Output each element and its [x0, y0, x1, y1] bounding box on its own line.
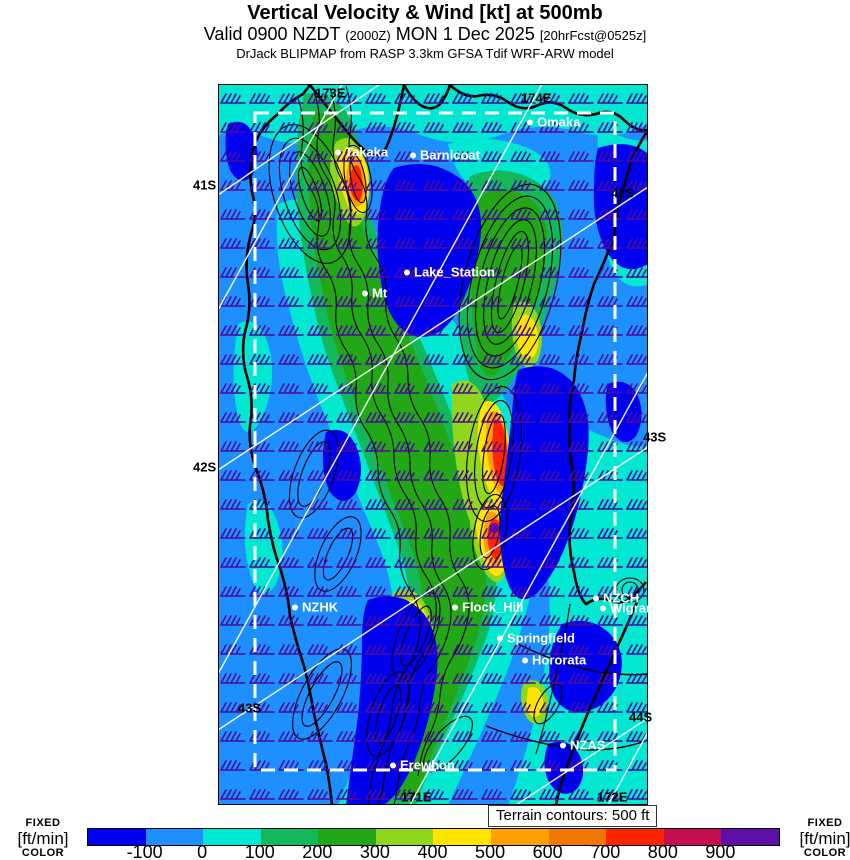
valid-time-line: Valid 0900 NZDT (2000Z) MON 1 Dec 2025 [20hrFcst@0525z] — [203, 24, 647, 44]
colorbar-tick: 200 — [302, 842, 333, 860]
place-name: Springfield — [507, 630, 575, 646]
unit-label: [ft/min] — [799, 829, 850, 848]
graticule-label: 43S — [643, 429, 667, 445]
place-name: Barnicoat — [420, 147, 480, 163]
colorbar-tick: 100 — [244, 842, 275, 860]
place-name: Erewhon — [400, 757, 455, 773]
colorbar-tick: 0 — [197, 842, 208, 860]
fixed-label: FIXED — [807, 817, 843, 829]
colorbar-tick: -100 — [126, 842, 163, 860]
colorbar-tick: 500 — [475, 842, 506, 860]
place-name: NZCH — [603, 590, 640, 606]
place-name: Takaka — [345, 144, 389, 160]
place-name: Flock_Hill — [462, 599, 524, 615]
color-label: COLOR — [803, 847, 847, 859]
page-title: Vertical Velocity & Wind [kt] at 500mb — [247, 2, 603, 24]
colorbar-unit-right — [790, 818, 850, 859]
place-name: Hororata — [532, 652, 587, 668]
graticule-label: 42S — [193, 459, 217, 475]
forecast-age: [20hrFcst@0525z] — [539, 28, 647, 43]
graticule-label: 43S — [238, 700, 262, 716]
colorbar-tick-labels — [87, 842, 778, 860]
color-label: COLOR — [21, 847, 65, 859]
graticule-label: 44S — [629, 709, 653, 725]
unit-label: [ft/min] — [17, 829, 69, 848]
place-name: NZAS — [570, 737, 606, 753]
place-name: NZHK — [302, 599, 339, 615]
colorbar-unit-left — [8, 818, 78, 859]
colorbar-tick: 400 — [417, 842, 448, 860]
place-name: Omaka — [537, 114, 581, 130]
graticule-label: 173E — [315, 85, 346, 101]
model-line: DrJack BLIPMAP from RASP 3.3km GFSA Tdif WRF-ARW model — [236, 46, 614, 61]
map-canvas — [218, 84, 648, 805]
colorbar-tick: 900 — [705, 842, 736, 860]
place-name: Wigram — [610, 600, 658, 616]
terrain-contour-note: Terrain contours: 500 ft — [488, 805, 657, 827]
graticule-label: 171E — [401, 789, 432, 805]
graticule-label: 174E — [521, 90, 552, 106]
vertical-velocity-map — [218, 84, 648, 805]
place-name: Mt — [372, 285, 388, 301]
header — [0, 2, 850, 61]
graticule-label: 41S — [193, 177, 217, 193]
colorbar-tick: 600 — [532, 842, 563, 860]
valid-utc: (2000Z) — [345, 28, 391, 43]
graticule-label: 42S — [611, 185, 635, 201]
colorbar-tick: 700 — [590, 842, 621, 860]
place-name: Lake_Station — [414, 264, 495, 280]
graticule-label: 172E — [597, 789, 628, 805]
colorbar-tick: 300 — [359, 842, 390, 860]
colorbar-tick: 800 — [647, 842, 678, 860]
fixed-label: FIXED — [25, 817, 61, 829]
